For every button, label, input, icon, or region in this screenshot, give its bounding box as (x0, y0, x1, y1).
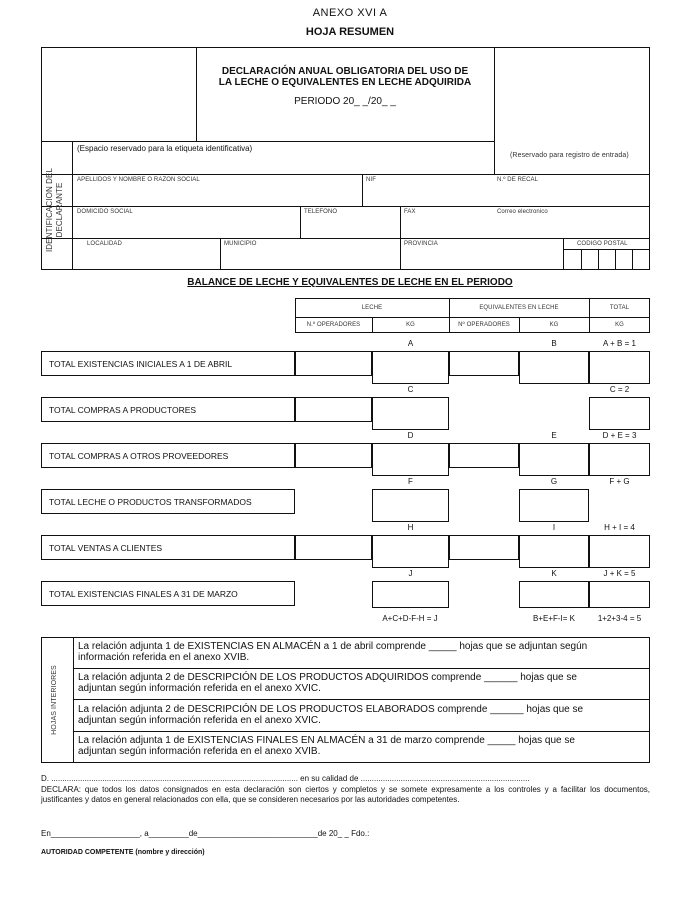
field-recal: N.º DE RECAL (497, 177, 539, 183)
input-operadores-leche[interactable] (295, 443, 372, 468)
declaration-line-1: DECLARACIÓN ANUAL OBLIGATORIA DEL USO DE (221, 66, 469, 77)
letter-d: D (407, 431, 414, 440)
annex-title: ANEXO XVI A (312, 7, 388, 19)
row-label: TOTAL LECHE O PRODUCTOS TRANSFORMADOS (49, 497, 252, 507)
input-operadores-leche[interactable] (295, 351, 372, 376)
letter-i: I (552, 523, 556, 532)
authority-label: AUTORIDAD COMPETENTE (nombre y dirección) (41, 849, 205, 856)
declaration-period: PERIODO 20_ _/20_ _ (294, 96, 396, 107)
field-telefono: TELEFONO (304, 209, 338, 215)
input-kg-total[interactable] (589, 351, 650, 384)
letter-a: A (407, 339, 414, 348)
declarant-line: D. ............................................................................................................... en su calidad de ............................................................................ (41, 774, 530, 783)
hojas-row-3: La relación adjunta 2 de DESCRIPCIÓN DE LOS PRODUCTOS ELABORADOS comprende ______ hojas que se adjuntan según información referida en el anexo XVIC. (78, 704, 584, 726)
formula-total-3: D + E = 3 (602, 431, 637, 440)
input-kg-equiv[interactable] (519, 443, 589, 476)
input-operadores-equiv[interactable] (449, 443, 519, 468)
letter-b: B (551, 339, 557, 348)
letter-e: E (551, 431, 557, 440)
header-operadores-equiv: Nº OPERADORES (458, 322, 510, 328)
input-operadores-leche[interactable] (295, 397, 372, 422)
formula-k: B+E+F-I= K (532, 614, 576, 623)
field-correo: Correo electronico (497, 209, 548, 215)
input-kg-total[interactable] (589, 397, 650, 430)
letter-h: H (407, 523, 414, 532)
identification-side-label: IDENTIFICACION DEL DECLARANTE (45, 167, 64, 253)
field-apellidos: APELLIDOS Y NOMBRE O RAZON SOCIAL (77, 177, 200, 183)
field-nif: NIF (366, 177, 376, 183)
field-municipio: MUNICIPIO (224, 241, 257, 247)
declaration-line-2: LA LECHE O EQUIVALENTES EN LECHE ADQUIRIDA (218, 77, 472, 88)
formula-total-5: H + I = 4 (604, 523, 635, 532)
input-kg-leche[interactable] (372, 351, 449, 384)
declaration-text: DECLARA: que todos los datos consignados en esta declaración son ciertos y completos y se somete expresamente a los controles y a facilitar los documentos, justificantes y datos en general relacionados con ella, que se consideren necesarios por las autoridades competentes. (41, 785, 650, 804)
row-label: TOTAL COMPRAS A PRODUCTORES (49, 405, 197, 415)
row-label: TOTAL VENTAS A CLIENTES (49, 543, 163, 553)
letter-k: K (551, 569, 557, 578)
formula-j: A+C+D-F-H = J (382, 614, 438, 623)
header-equivalentes: EQUIVALENTES EN LECHE (479, 305, 559, 311)
field-fax: FAX (404, 209, 416, 215)
header-kg-leche: KG (406, 322, 415, 328)
letter-g: G (550, 477, 558, 486)
input-kg-leche[interactable] (372, 581, 449, 608)
hojas-row-2: La relación adjunta 2 de DESCRIPCIÓN DE LOS PRODUCTOS ADQUIRIDOS comprende ______ hojas que se adjuntan según información referida en el anexo XVIC. (78, 672, 577, 694)
field-localidad: LOCALIDAD (87, 241, 122, 247)
formula-total-1: A + B = 1 (603, 339, 636, 348)
field-provincia: PROVINCIA (404, 241, 438, 247)
place-date-line: En____________________, a_________de___________________________de 20_ _ Fdo.: (41, 829, 370, 838)
field-codigo-postal: CODIGO POSTAL (577, 241, 628, 247)
formula-total-2: C = 2 (609, 385, 630, 394)
input-kg-leche[interactable] (372, 397, 449, 430)
input-kg-total[interactable] (589, 581, 650, 608)
formula-total-4: F + G (609, 477, 630, 486)
letter-j: J (408, 569, 413, 578)
input-kg-equiv[interactable] (519, 489, 589, 522)
input-kg-total[interactable] (589, 443, 650, 476)
balance-title: BALANCE DE LECHE Y EQUIVALENTES DE LECHE EN EL PERIODO (187, 277, 513, 288)
input-kg-leche[interactable] (372, 535, 449, 568)
row-label: TOTAL COMPRAS A OTROS PROVEEDORES (49, 451, 229, 461)
input-kg-equiv[interactable] (519, 351, 589, 384)
row-label: TOTAL EXISTENCIAS INICIALES A 1 DE ABRIL (49, 359, 233, 369)
field-domicilio: DOMICIDO SOCIAL (77, 209, 133, 215)
label-space-note: (Espacio reservado para la etiqueta identificativa) (77, 144, 253, 153)
header-kg-equiv: KG (549, 322, 559, 328)
input-kg-leche[interactable] (372, 443, 449, 476)
reserved-entry-note: (Reservado para registro de entrada) (510, 152, 629, 159)
input-kg-equiv[interactable] (519, 581, 589, 608)
hojas-row-4: La relación adjunta 1 de EXISTENCIAS FINALES EN ALMACÉN a 31 de marzo comprende _____ hojas que se adjuntan según información referida en el anexo XVIB. (78, 735, 575, 757)
page-title: HOJA RESUMEN (305, 26, 395, 38)
letter-c: C (407, 385, 414, 394)
header-total: TOTAL (609, 305, 630, 311)
input-kg-leche[interactable] (372, 489, 449, 522)
input-operadores-equiv[interactable] (449, 351, 519, 376)
header-kg-total: KG (615, 322, 624, 328)
header-operadores-leche: N.º OPERADORES (306, 322, 361, 328)
hojas-row-1: La relación adjunta 1 de EXISTENCIAS EN ALMACÉN a 1 de abril comprende _____ hojas que se adjuntan según información referida en el anexo XVIB. (78, 641, 588, 663)
hojas-side-label: HOJAS INTERIORES (51, 665, 58, 735)
row-label: TOTAL EXISTENCIAS FINALES A 31 DE MARZO (49, 589, 238, 599)
input-kg-total[interactable] (589, 535, 650, 568)
input-kg-equiv[interactable] (519, 535, 589, 568)
letter-f: F (408, 477, 413, 486)
input-operadores-leche[interactable] (295, 535, 372, 560)
formula-total-6: J + K = 5 (603, 569, 636, 578)
header-leche: LECHE (361, 305, 383, 311)
input-operadores-equiv[interactable] (449, 535, 519, 560)
formula-total: 1+2+3-4 = 5 (597, 614, 642, 623)
